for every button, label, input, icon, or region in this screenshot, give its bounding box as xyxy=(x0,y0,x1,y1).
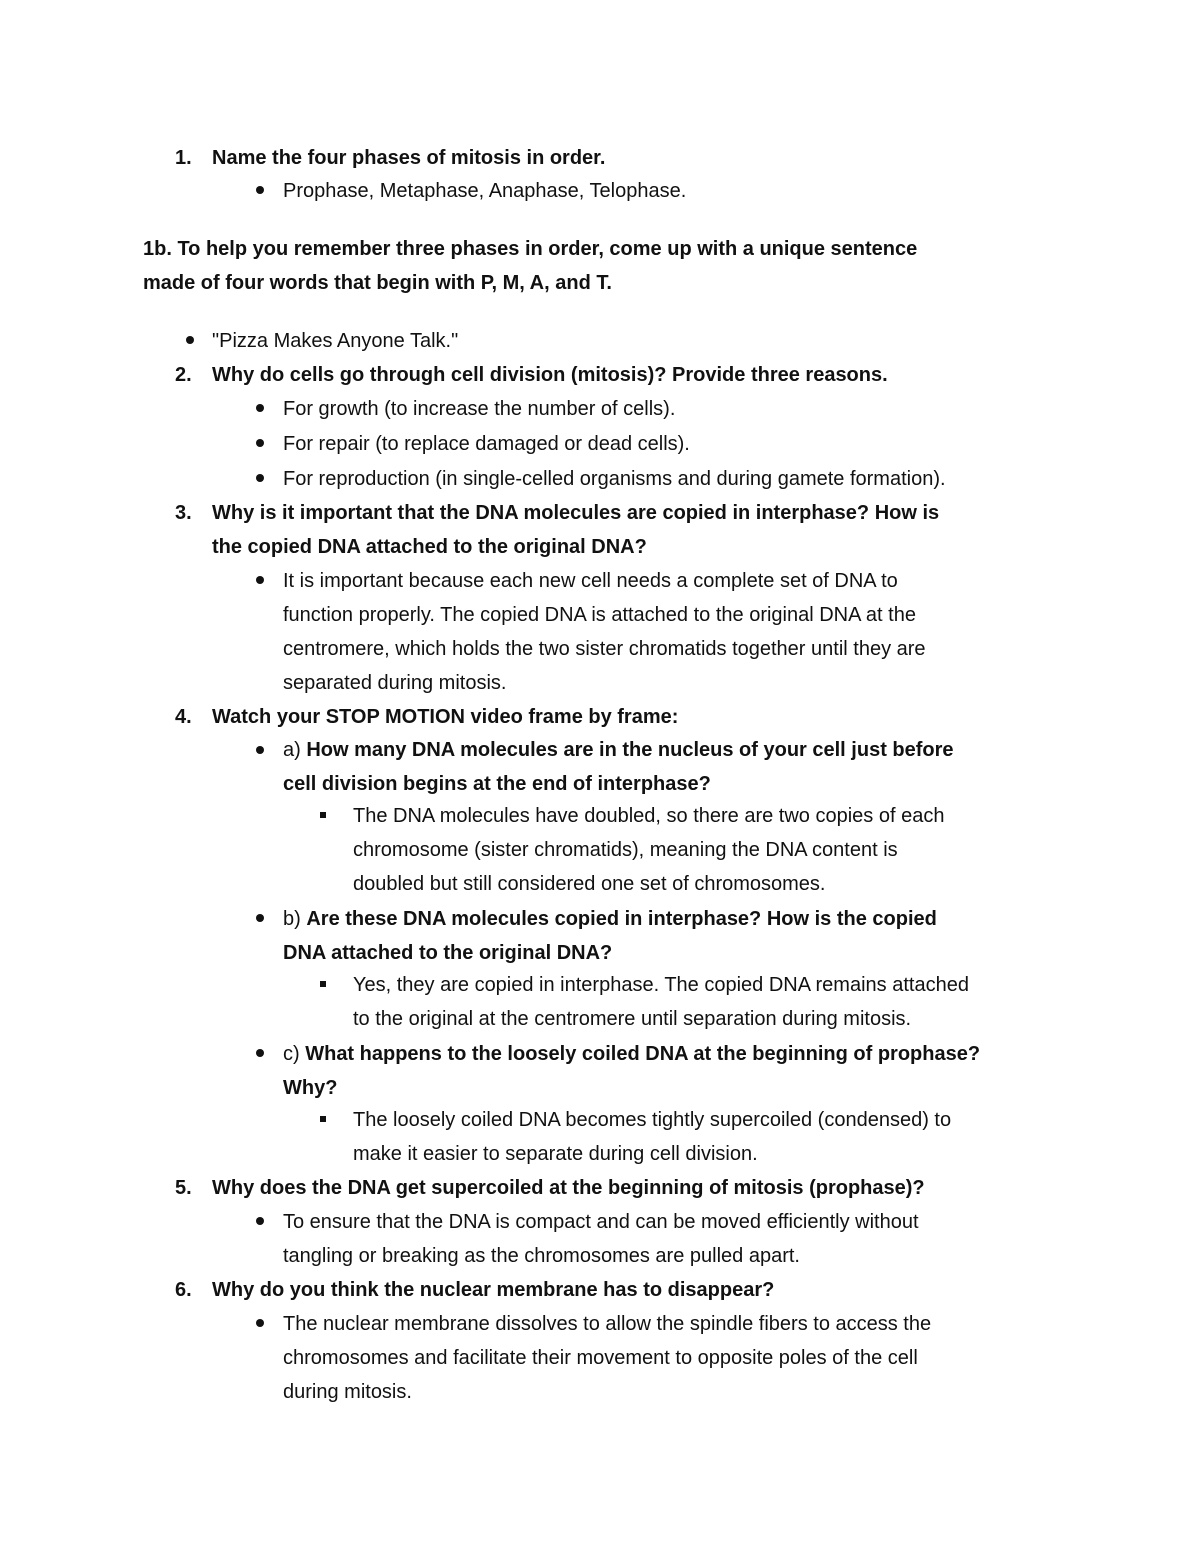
q5-question: Why does the DNA get supercoiled at the beginning of mitosis (prophase)? xyxy=(212,1177,925,1199)
q4a-answer-line1: The DNA molecules have doubled, so there are two copies of each xyxy=(353,805,945,827)
q6-answer-line3: during mitosis. xyxy=(283,1381,412,1403)
q6-question: Why do you think the nuclear membrane has to disappear? xyxy=(212,1279,775,1301)
q1-number: 1. xyxy=(175,147,192,169)
q1-question: Name the four phases of mitosis in order. xyxy=(212,147,606,169)
bullet-dot xyxy=(256,186,264,194)
q4a-prefix: a) xyxy=(283,739,307,761)
q3-answer-line4: separated during mitosis. xyxy=(283,672,507,694)
q4c-question-line2: Why? xyxy=(283,1077,338,1099)
q4-question: Watch your STOP MOTION video frame by frame: xyxy=(212,706,679,728)
q2-question: Why do cells go through cell division (mitosis)? Provide three reasons. xyxy=(212,364,888,386)
q2-number: 2. xyxy=(175,364,192,386)
bullet-square xyxy=(320,981,326,987)
q3-answer-line1: It is important because each new cell needs a complete set of DNA to xyxy=(283,570,898,592)
q4b-question-line2: DNA attached to the original DNA? xyxy=(283,942,613,964)
q3-question-line2: the copied DNA attached to the original DNA? xyxy=(212,536,647,558)
q5-answer-line2: tangling or breaking as the chromosomes are pulled apart. xyxy=(283,1245,800,1267)
q4c-question-line1: What happens to the loosely coiled DNA at the beginning of prophase? xyxy=(305,1043,981,1065)
bullet-dot xyxy=(256,439,264,447)
bullet-dot xyxy=(256,1049,264,1057)
bullet-dot xyxy=(256,576,264,584)
q4a-question-line1: How many DNA molecules are in the nucleus of your cell just before xyxy=(306,739,954,761)
q3-answer-line2: function properly. The copied DNA is attached to the original DNA at the xyxy=(283,604,916,626)
q2-answer-3: For reproduction (in single-celled organisms and during gamete formation). xyxy=(283,468,946,490)
q3-number: 3. xyxy=(175,502,192,524)
q4a-label xyxy=(283,733,954,767)
q1b-answer: "Pizza Makes Anyone Talk." xyxy=(212,330,459,352)
q3-answer-line3: centromere, which holds the two sister chromatids together until they are xyxy=(283,638,926,660)
q4b-answer-line2: to the original at the centromere until separation during mitosis. xyxy=(353,1008,912,1030)
q2-answer-2: For repair (to replace damaged or dead cells). xyxy=(283,433,690,455)
q4a-question-line2: cell division begins at the end of interphase? xyxy=(283,773,711,795)
q6-answer-line2: chromosomes and facilitate their movement to opposite poles of the cell xyxy=(283,1347,918,1369)
bullet-dot xyxy=(186,336,194,344)
q4a-answer-line3: doubled but still considered one set of chromosomes. xyxy=(353,873,826,895)
q4b-question-line1: Are these DNA molecules copied in interphase? How is the copied xyxy=(306,908,937,930)
bullet-square xyxy=(320,1116,326,1122)
q6-number: 6. xyxy=(175,1279,192,1301)
bullet-dot xyxy=(256,1217,264,1225)
q4c-label xyxy=(283,1037,980,1071)
bullet-dot xyxy=(256,474,264,482)
q5-number: 5. xyxy=(175,1177,192,1199)
bullet-dot xyxy=(256,914,264,922)
bullet-dot xyxy=(256,746,264,754)
q4c-answer-line2: make it easier to separate during cell division. xyxy=(353,1143,758,1165)
q4b-prefix: b) xyxy=(283,908,307,930)
q3-question-line1: Why is it important that the DNA molecules are copied in interphase? How is xyxy=(212,502,940,524)
q2-answer-1: For growth (to increase the number of cells). xyxy=(283,398,676,420)
q1b-question-line2: made of four words that begin with P, M, A, and T. xyxy=(143,272,612,294)
bullet-square xyxy=(320,812,326,818)
q1-answer: Prophase, Metaphase, Anaphase, Telophase. xyxy=(283,180,687,202)
q4-number: 4. xyxy=(175,706,192,728)
q4b-label xyxy=(283,902,937,936)
bullet-dot xyxy=(256,1319,264,1327)
q1b-question-line1: 1b. To help you remember three phases in order, come up with a unique sentence xyxy=(143,238,918,260)
q6-answer-line1: The nuclear membrane dissolves to allow the spindle fibers to access the xyxy=(283,1313,932,1335)
q4c-prefix: c) xyxy=(283,1043,306,1065)
q4c-answer-line1: The loosely coiled DNA becomes tightly supercoiled (condensed) to xyxy=(353,1109,952,1131)
q4b-answer-line1: Yes, they are copied in interphase. The copied DNA remains attached xyxy=(353,974,969,996)
q4a-answer-line2: chromosome (sister chromatids), meaning the DNA content is xyxy=(353,839,898,861)
bullet-dot xyxy=(256,404,264,412)
q5-answer-line1: To ensure that the DNA is compact and can be moved efficiently without xyxy=(283,1211,919,1233)
